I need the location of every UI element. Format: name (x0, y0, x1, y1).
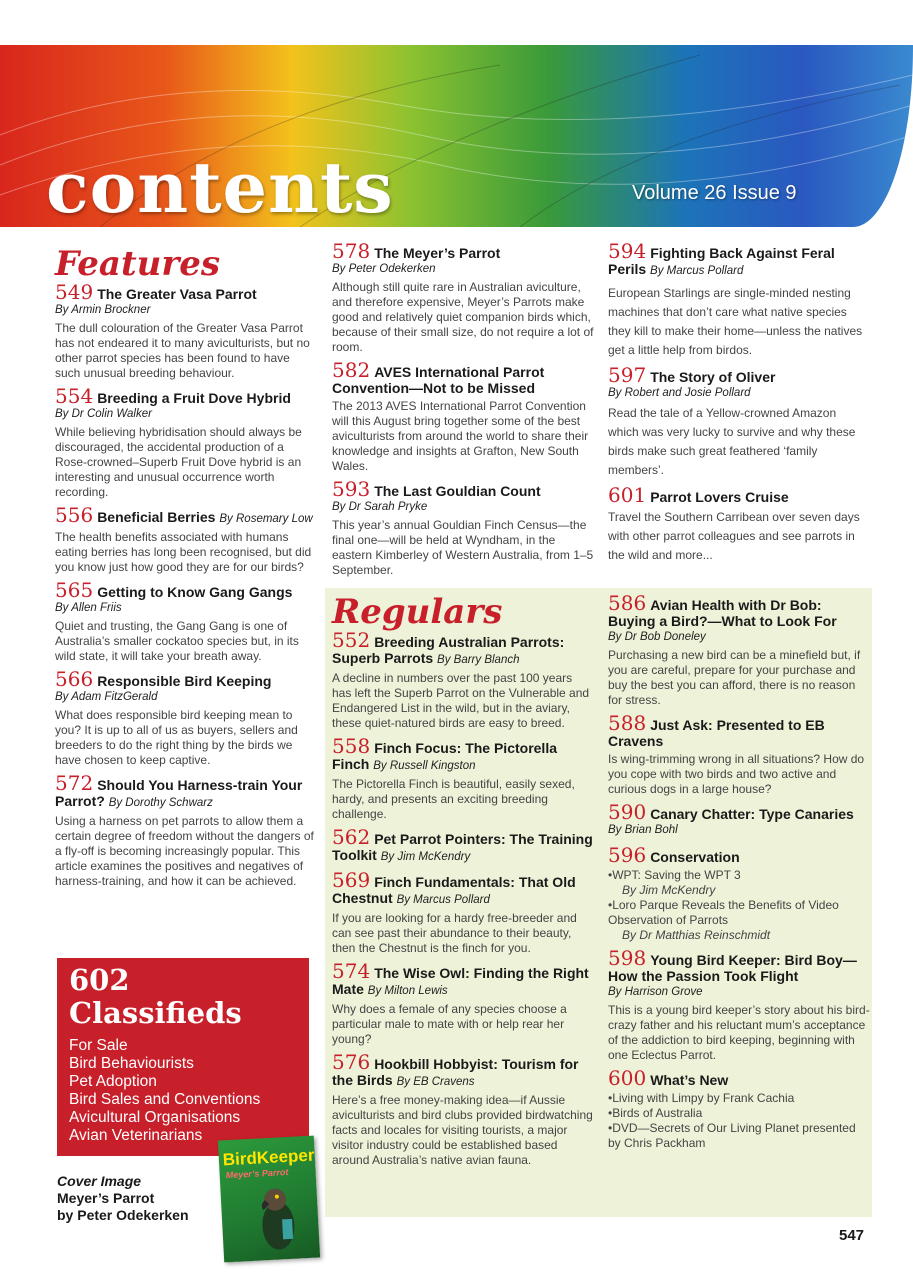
list-item-author: By Dr Matthias Reinschmidt (622, 928, 771, 942)
description: The health benefits associated with humans eating berries has long been recognised, but did you know just how good they are for our birds? (55, 530, 312, 574)
regulars-heading: Regulars (332, 592, 503, 632)
description: The dull colouration of the Greater Vasa Parrot has not endeared it to many aviculturists, but no other parrot species has been found to have such unusual breeding behaviour. (55, 321, 310, 380)
cover-line: Meyer’s Parrot (225, 1166, 289, 1181)
article-title: Avian Health with Dr Bob: Buying a Bird?—What to Look For (608, 597, 837, 629)
list-item: • Living with Limpy by Frank Cachia (608, 1091, 870, 1106)
description: Is wing-trimming wrong in all situations? How do you cope with two birds and two active and curious dogs in a large house? (608, 752, 865, 796)
author: By Milton Lewis (367, 985, 448, 997)
description: Travel the Southern Carribean over seven days with other parrot colleagues and see parrots in the wild and more... (608, 510, 860, 562)
article-title: Pet Parrot Pointers: The Training Toolkit (332, 831, 593, 863)
article-item[interactable] (332, 868, 594, 956)
page-number: 597 (608, 363, 647, 387)
description: Why does a female of any species choose a particular male to mate with or help rear her young? (332, 1002, 567, 1046)
article-item[interactable] (55, 503, 317, 575)
list-item-author: By Jim McKendry (622, 883, 716, 897)
classifieds-page-number: 602 (69, 963, 130, 997)
author: By Jim McKendry (380, 851, 471, 863)
article-item[interactable] (608, 363, 870, 480)
article-item[interactable] (332, 825, 594, 865)
conservation-list (608, 868, 870, 943)
article-item[interactable] (608, 711, 870, 797)
page-number: 594 (608, 239, 647, 263)
classifieds-list (69, 1037, 260, 1145)
article-title: The Last Gouldian Count (374, 483, 541, 499)
article-title: Canary Chatter: Type Canaries (650, 806, 854, 822)
page-number: 566 (55, 667, 94, 691)
cover-caption (57, 1173, 189, 1224)
page-number: 601 (608, 483, 647, 507)
author: By Peter Odekerken (332, 263, 436, 275)
features-column-2 (332, 239, 594, 585)
classifieds-item: Pet Adoption (69, 1073, 157, 1090)
list-item: • Loro Parque Reveals the Benefits of Video Observation of Parrots (608, 898, 870, 928)
page-number: 600 (608, 1066, 647, 1090)
classifieds-item: For Sale (69, 1037, 128, 1054)
page-number: 565 (55, 578, 94, 602)
classifieds-box[interactable] (57, 958, 309, 1156)
article-title: The Meyer’s Parrot (374, 245, 501, 261)
article-title: What’s New (650, 1072, 729, 1088)
page-number: 558 (332, 734, 371, 758)
classifieds-item: Bird Behaviourists (69, 1055, 194, 1072)
whats-new-list (608, 1091, 870, 1151)
article-title: Hookbill Hobbyist: Tourism for the Birds (332, 1056, 579, 1088)
features-column (55, 244, 317, 896)
page-number: 598 (608, 946, 647, 970)
author: By Dr Colin Walker (55, 408, 152, 420)
page-number: 562 (332, 825, 371, 849)
page-number: 572 (55, 771, 94, 795)
page-number: 554 (55, 384, 94, 408)
classifieds-title: Classifieds (69, 996, 242, 1030)
description: Read the tale of a Yellow-crowned Amazon which was very lucky to survive and why these birds make such great feathered ‘family members’. (608, 406, 856, 477)
cover-thumbnail[interactable] (218, 1136, 320, 1263)
article-item[interactable] (608, 1066, 870, 1151)
article-item[interactable] (608, 483, 870, 565)
description: Here’s a free money-making idea—if Aussie aviculturists and bird clubs provided birdwatching facts and locales for visiting tourists, a major visitor industry could be established based around Australia’s native avian fauna. (332, 1093, 593, 1167)
page-number: 593 (332, 477, 371, 501)
article-item[interactable] (332, 734, 594, 822)
article-item[interactable] (55, 667, 317, 768)
list-item: • WPT: Saving the WPT 3 (608, 868, 870, 883)
page-number: 578 (332, 239, 371, 263)
cover-label: Cover Image (57, 1173, 142, 1189)
page-number: 574 (332, 959, 371, 983)
cover-credit: by Peter Odekerken (57, 1207, 189, 1223)
page-number: 556 (55, 503, 94, 527)
article-item[interactable] (55, 384, 317, 500)
author: By Russell Kingston (373, 760, 476, 772)
page-number: 582 (332, 358, 371, 382)
article-item[interactable] (332, 959, 594, 1047)
author: By Barry Blanch (437, 654, 520, 666)
article-title: Getting to Know Gang Gangs (97, 584, 293, 600)
article-item[interactable] (332, 628, 594, 731)
description: This is a young bird keeper’s story about his bird-crazy father and his reluctant mum’s acceptance of the addiction to bird keeping, beginning with one Eclectus Parrot. (608, 1003, 870, 1062)
description: Although still quite rare in Australian aviculture, and therefore expensive, Meyer’s Parrots make good and relatively quiet companion birds which, because of their small size, do not require a lot of room. (332, 280, 594, 354)
article-title: Breeding Australian Parrots: Superb Parrots (332, 634, 565, 666)
article-item[interactable] (608, 946, 870, 1063)
description: What does responsible bird keeping mean to you? It is up to all of us as buyers, sellers and breeders to do the right thing by the birds we have chosen to keep captive. (55, 708, 298, 767)
article-title: AVES International Parrot Convention—Not to be Missed (332, 364, 545, 396)
author: By Harrison Grove (608, 986, 703, 998)
description: This year’s annual Gouldian Finch Census—the final one—will be held at Wyndham, in the eastern Kimberley of Western Australia, from 1–5 September. (332, 518, 594, 577)
article-item[interactable] (608, 591, 870, 708)
author: By Marcus Pollard (650, 265, 744, 277)
author: By Dr Sarah Pryke (332, 501, 428, 513)
classifieds-item: Avian Veterinarians (69, 1127, 203, 1144)
regulars-column-2 (608, 591, 870, 1158)
author: By Rosemary Low (219, 513, 313, 525)
article-title: The Story of Oliver (650, 369, 776, 385)
author: By Dorothy Schwarz (108, 797, 213, 809)
article-item[interactable] (55, 578, 317, 664)
author: By Brian Bohl (608, 824, 678, 836)
author: By Marcus Pollard (396, 894, 490, 906)
article-title: Conservation (650, 849, 740, 865)
description: Using a harness on pet parrots to allow them a certain degree of freedom without the dangers of a fly-off is becoming increasingly popular. This article examines the positives and negatives of harness-training, and how it can be achieved. (55, 814, 314, 888)
article-title: Breeding a Fruit Dove Hybrid (97, 390, 291, 406)
author: By Allen Friis (55, 602, 122, 614)
article-title: Young Bird Keeper: Bird Boy—How the Passion Took Flight (608, 952, 857, 984)
volume-issue: Volume 26 Issue 9 (632, 182, 797, 204)
page-number: 586 (608, 591, 647, 615)
article-item[interactable] (332, 358, 594, 474)
article-title: The Wise Owl: Finding the Right Mate (332, 965, 589, 997)
description: While believing hybridisation should always be discouraged, the accidental production of a Rose-crowned–Superb Fruit Dove hybrid is an interesting and unusual occurrence worth recording. (55, 425, 302, 499)
page-number: 552 (332, 628, 371, 652)
article-item[interactable] (608, 239, 870, 360)
article-item[interactable] (332, 477, 594, 578)
article-item[interactable] (55, 280, 317, 381)
description: The Pictorella Finch is beautiful, easily sexed, hardy, and presents an exciting breeding challenge. (332, 777, 575, 821)
cover-subject: Meyer’s Parrot (57, 1190, 155, 1206)
classifieds-item: Bird Sales and Conventions (69, 1091, 261, 1108)
article-title: Just Ask: Presented to EB Cravens (608, 717, 825, 749)
list-item: • DVD—Secrets of Our Living Planet presented by Chris Packham (608, 1121, 870, 1151)
article-title: Fighting Back Against Feral Perils (608, 245, 835, 277)
page-number: 588 (608, 711, 647, 735)
features-column-3 (608, 239, 870, 572)
article-title: Finch Focus: The Pictorella Finch (332, 740, 557, 772)
author: By Dr Bob Doneley (608, 631, 706, 643)
article-title: Responsible Bird Keeping (97, 673, 272, 689)
page-number-footer: 547 (839, 1227, 865, 1244)
description: The 2013 AVES International Parrot Convention will this August bring together some of the best aviculturists from around the world to share their knowledge and insights at Grafton, New South Wales. (332, 399, 589, 473)
author: By Adam FitzGerald (55, 691, 158, 703)
list-item: • Birds of Australia (608, 1106, 870, 1121)
page-number: 590 (608, 800, 647, 824)
page-title: contents (46, 146, 394, 229)
article-title: Should You Harness-train Your Parrot? (55, 777, 303, 809)
page-number: 569 (332, 868, 371, 892)
description: A decline in numbers over the past 100 years has left the Superb Parrot on the Vulnerable and Endangered List in the wild, but in the aviary, these quiet-natured birds are easy to breed. (332, 671, 590, 730)
classifieds-item: Avicultural Organisations (69, 1109, 241, 1126)
article-item[interactable] (608, 843, 870, 943)
article-item[interactable] (332, 1050, 594, 1168)
description: European Starlings are single-minded nesting machines that don’t care what native species they kill to make their home—unless the natives get a little help from birdos. (608, 286, 863, 357)
regulars-column (332, 592, 594, 1175)
page-number: 596 (608, 843, 647, 867)
article-title: Finch Fundamentals: That Old Chestnut (332, 874, 576, 906)
description: Quiet and trusting, the Gang Gang is one of Australia’s smaller cockatoo species but, in its wild state, it will take your breath away. (55, 619, 299, 663)
parrot-illustration (250, 1182, 302, 1254)
description: Purchasing a new bird can be a minefield but, if you are careful, prepare for your purchase and buy the best you can afford, there is no reason for stress. (608, 648, 861, 707)
article-title: Parrot Lovers Cruise (650, 489, 789, 505)
article-title: Beneficial Berries (97, 509, 216, 525)
article-item[interactable] (608, 800, 870, 837)
article-item[interactable] (332, 239, 594, 355)
cover-masthead: BirdKeeper (222, 1145, 315, 1170)
article-item[interactable] (55, 771, 317, 889)
features-heading: Features (55, 244, 221, 284)
author: By Robert and Josie Pollard (608, 387, 751, 399)
author: By EB Cravens (396, 1076, 475, 1088)
article-title: The Greater Vasa Parrot (97, 286, 257, 302)
page-number: 576 (332, 1050, 371, 1074)
author: By Armin Brockner (55, 304, 151, 316)
description: If you are looking for a hardy free-breeder and can see past their abundance to their beauty, then the Chestnut is the finch for you. (332, 911, 577, 955)
page-number: 549 (55, 280, 94, 304)
